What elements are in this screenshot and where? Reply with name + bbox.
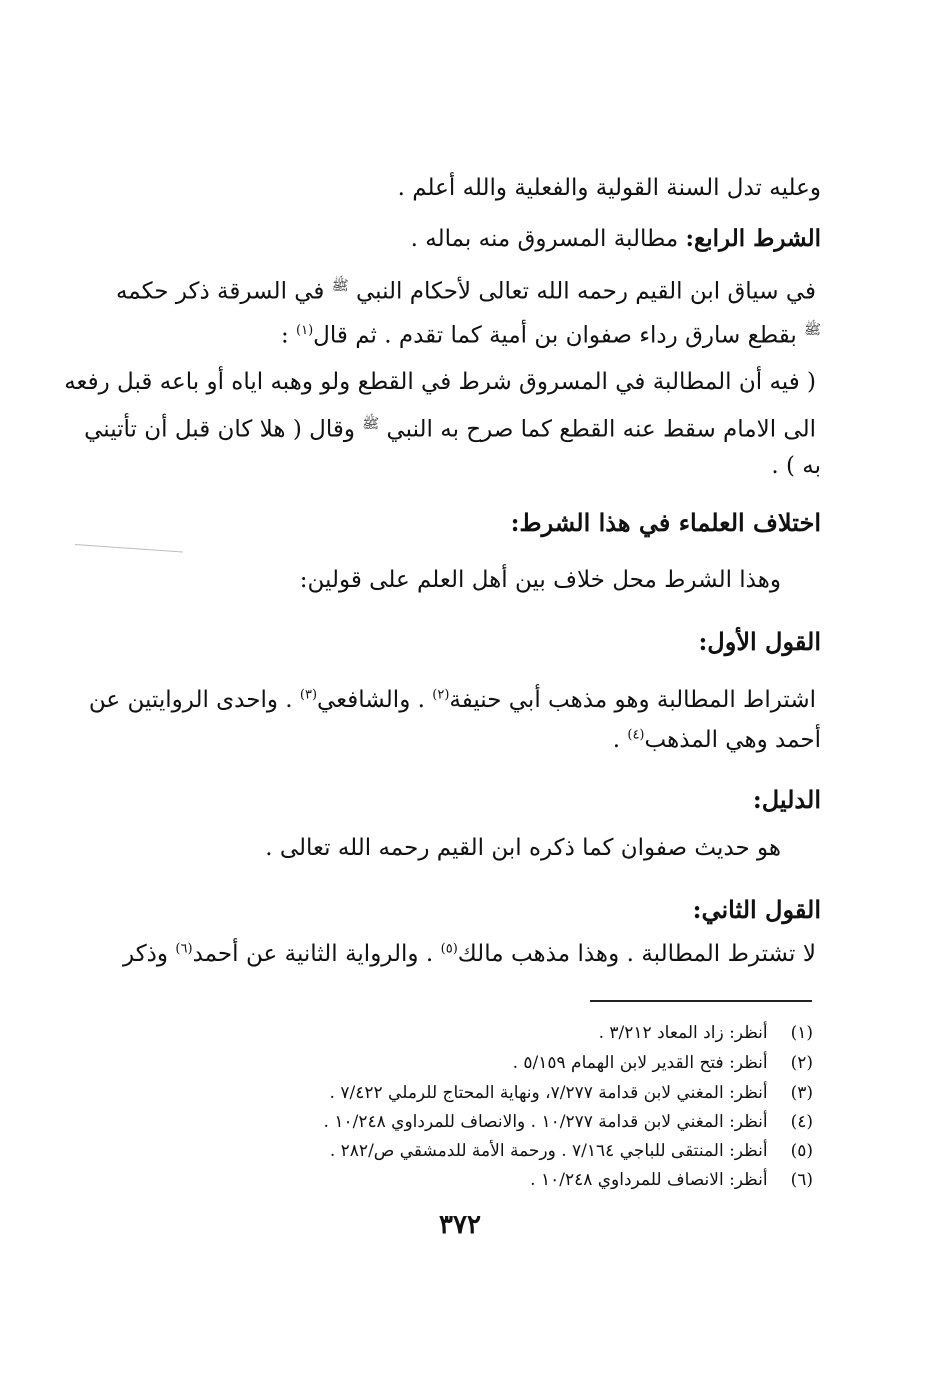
- footnote-number: (٥): [790, 1141, 813, 1161]
- footnote-number: (٣): [790, 1083, 813, 1103]
- condition-heading: الشرط الرابع:: [685, 225, 821, 252]
- body-text: في سياق ابن القيم رحمه الله تعالى لأحكام النبي: [348, 278, 816, 305]
- body-text: :: [280, 322, 297, 349]
- body-line-9: [88, 680, 816, 720]
- footnote-5: [213, 1138, 813, 1164]
- body-text: به ) .: [771, 453, 821, 479]
- footnote-ref: (٣): [299, 687, 318, 703]
- footnote-number: (٦): [790, 1170, 813, 1190]
- footnote-text: أنظر: الانصاف للمرداوي ١٠/٢٤٨ .: [530, 1170, 768, 1190]
- section-heading-disagreement: [121, 503, 821, 543]
- scan-artifact-line: [75, 544, 183, 553]
- body-line-1: [121, 168, 821, 208]
- section-heading-evidence: [121, 780, 821, 820]
- body-text: في السرقة ذكر حكمه: [115, 278, 332, 305]
- footnote-ref: (٢): [432, 687, 450, 703]
- footnote-3: [213, 1080, 813, 1106]
- footnote-ref: (٤): [627, 727, 645, 743]
- body-text: . والرواية الثانية عن أحمد: [192, 941, 441, 967]
- pbuh-glyph: ﷺ: [362, 416, 380, 432]
- footnote-text: أنظر: المغني لابن قدامة ٧/٢٧٧، ونهاية المحتاج للرملي ٧/٤٢٢ .: [329, 1083, 768, 1103]
- body-text: .: [612, 727, 628, 753]
- body-line-2: [121, 219, 821, 259]
- body-text: اشتراط المطالبة وهو مذهب أبي حنيفة: [449, 687, 816, 713]
- footnote-1: [213, 1020, 813, 1046]
- body-line-7: [121, 446, 821, 486]
- heading-text: القول الأول:: [698, 627, 821, 656]
- body-line-12: [123, 934, 816, 974]
- footnote-number: (٢): [790, 1053, 813, 1073]
- body-line-6: [84, 404, 816, 450]
- section-heading-first-opinion: [121, 622, 821, 662]
- body-line-8: [81, 560, 781, 600]
- body-text: وعليه تدل السنة القولية والفعلية والله أعلم .: [397, 175, 821, 201]
- pbuh-glyph: ﷺ: [331, 278, 349, 294]
- body-line-10: [121, 720, 821, 760]
- page-number: ٣٧٢: [439, 1210, 481, 1240]
- footnote-text: أنظر: المنتقى للباجي ٧/١٦٤ . ورحمة الأمة للدمشقي ص/٢٨٢ .: [329, 1141, 768, 1161]
- body-text: أحمد وهي المذهب: [644, 727, 821, 753]
- heading-text: القول الثاني:: [692, 895, 821, 924]
- heading-text: اختلاف العلماء في هذا الشرط:: [510, 508, 821, 537]
- footnote-6: [213, 1167, 813, 1193]
- footnote-ref: (٦): [175, 941, 193, 957]
- body-text: ( فيه أن المطالبة في المسروق شرط في القطع ولو وهبه اياه أو باعه قبل رفعه: [64, 369, 816, 395]
- footnote-number: (٤): [790, 1112, 813, 1132]
- footnote-2: [213, 1050, 813, 1076]
- body-text: الى الامام سقط عنه القطع كما صرح به النبي: [379, 416, 816, 443]
- body-text: . واحدى الروايتين عن: [88, 687, 300, 713]
- footnote-number: (١): [790, 1023, 813, 1043]
- body-text: بقطع سارق رداء صفوان بن أمية كما تقدم . ثم قال: [313, 322, 805, 349]
- body-line-5: [64, 362, 816, 402]
- footnote-ref: (٥): [440, 941, 458, 957]
- heading-text: الدليل:: [752, 785, 821, 814]
- body-line-11: [81, 828, 781, 868]
- footnote-text: أنظر: زاد المعاد ٣/٢١٢ .: [598, 1023, 768, 1043]
- section-heading-second-opinion: [121, 890, 821, 930]
- footnote-4: [213, 1109, 813, 1135]
- body-text: لا تشترط المطالبة . وهذا مذهب مالك: [457, 941, 816, 967]
- body-text: هو حديث صفوان كما ذكره ابن القيم رحمه الله تعالى .: [265, 835, 781, 861]
- footnote-ref: (١): [296, 323, 314, 338]
- body-line-4: [121, 310, 821, 356]
- body-text: وقال ( هلا كان قبل أن تأتيني: [84, 416, 363, 443]
- body-text: وذكر: [123, 941, 176, 967]
- footnote-text: أنظر: فتح القدير لابن الهمام ٥/١٥٩ .: [512, 1053, 768, 1073]
- body-line-3: [115, 266, 816, 312]
- body-text: مطالبة المسروق منه بماله .: [410, 226, 686, 252]
- body-text: . والشافعي: [317, 687, 433, 713]
- footnote-text: أنظر: المغني لابن قدامة ١٠/٢٧٧ . والانصاف للمرداوي ١٠/٢٤٨ .: [323, 1112, 768, 1132]
- body-text: وهذا الشرط محل خلاف بين أهل العلم على قولين:: [299, 567, 781, 593]
- pbuh-glyph: ﷺ: [804, 322, 821, 338]
- footnote-separator: [590, 1000, 812, 1002]
